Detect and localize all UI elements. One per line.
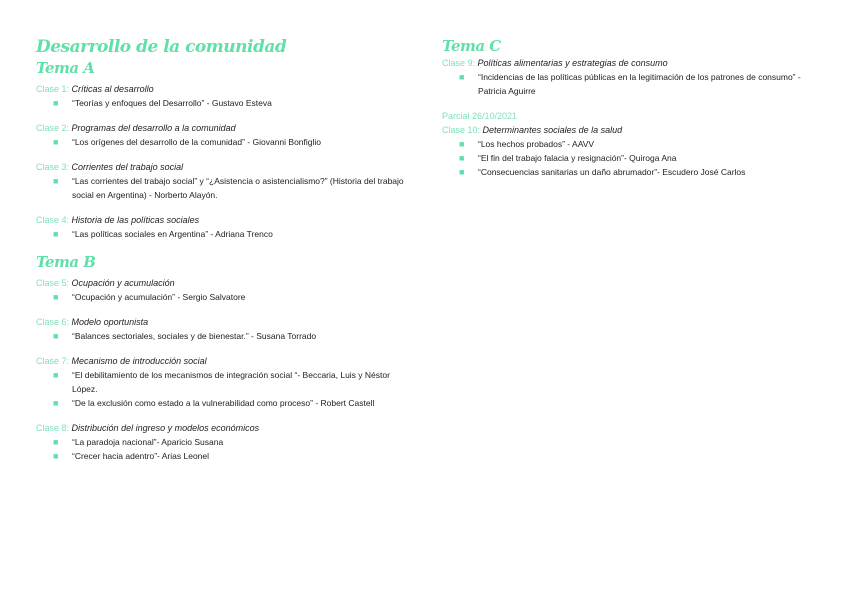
clase-number: Clase 4:: [36, 215, 70, 225]
clase-10-heading: [442, 123, 818, 137]
reading-item: ■ “Las corrientes del trabajo social” y “¿Asistencia o asistencialismo?” (Historia del trabajo social en Argentina) - Norberto Alayón.: [53, 176, 404, 200]
clase-number: Clase 7:: [36, 356, 70, 366]
clase-title: Programas del desarrollo a la comunidad: [71, 123, 236, 133]
reading-item: ■ “Los orígenes del desarrollo de la comunidad” - Giovanni Bonfiglio: [53, 137, 322, 147]
reading-list: [36, 329, 408, 343]
reading-list: [442, 137, 818, 179]
reading-item: ■ “Ocupación y acumulación” - Sergio Salvatore: [53, 292, 246, 302]
reading-list: [442, 70, 818, 98]
clase-8-heading: [36, 421, 408, 435]
clase-title: Críticas al desarrollo: [71, 84, 154, 94]
reading-item: ■ “Incidencias de las políticas públicas en la legitimación de los patrones de consumo” - Patricia Aguirre: [459, 72, 801, 96]
clase-number: Clase 10:: [442, 125, 481, 135]
clase-7-heading: [36, 354, 408, 368]
clase-title: Ocupación y acumulación: [71, 278, 175, 288]
clase-6-heading: [36, 315, 408, 329]
right-column: [442, 36, 818, 179]
clase-number: Clase 5:: [36, 278, 70, 288]
clase-2-heading: [36, 121, 408, 135]
bullet-icon: ■: [459, 139, 465, 149]
tema-a-heading: Tema A: [36, 59, 95, 77]
reading-item: ■ “Consecuencias sanitarias un daño abrumador”- Escudero José Carlos: [459, 167, 746, 177]
bullet-icon: ■: [53, 176, 59, 186]
clase-title: Modelo oportunista: [71, 317, 149, 327]
reading-item: ■ “La paradoja nacional”- Aparicio Susana: [53, 437, 224, 447]
clase-3-heading: [36, 160, 408, 174]
clase-number: Clase 9:: [442, 58, 476, 68]
reading-item: ■ “De la exclusión como estado a la vulnerabilidad como proceso” - Robert Castell: [53, 398, 375, 408]
reading-list: [36, 227, 408, 241]
bullet-icon: ■: [459, 167, 465, 177]
tema-c-heading: Tema C: [442, 37, 501, 55]
bullet-icon: ■: [53, 451, 59, 461]
bullet-icon: ■: [53, 229, 59, 239]
clase-4-heading: [36, 213, 408, 227]
left-column: [36, 36, 408, 463]
bullet-icon: ■: [459, 72, 465, 82]
clase-9-heading: [442, 56, 818, 70]
reading-item: ■ “El fin del trabajo falacia y resignación”- Quiroga Ana: [459, 153, 677, 163]
reading-list: [36, 96, 408, 110]
clase-title: Historia de las políticas sociales: [71, 215, 200, 225]
parcial-date: Parcial 26/10/2021: [442, 111, 518, 121]
clase-title: Distribución del ingreso y modelos económicos: [71, 423, 260, 433]
bullet-icon: ■: [53, 292, 59, 302]
reading-list: [36, 174, 408, 202]
clase-title: Políticas alimentarias y estrategias de consumo: [477, 58, 668, 68]
reading-list: [36, 290, 408, 304]
reading-item: ■ “Los hechos probados” - AAVV: [459, 139, 595, 149]
bullet-icon: ■: [53, 398, 59, 408]
reading-list: [36, 135, 408, 149]
bullet-icon: ■: [53, 331, 59, 341]
reading-list: [36, 435, 408, 463]
bullet-icon: ■: [53, 137, 59, 147]
clase-number: Clase 3:: [36, 162, 70, 172]
reading-item: ■ “Las políticas sociales en Argentina” - Adriana Trenco: [53, 229, 273, 239]
reading-item: ■ “Crecer hacia adentro”- Arias Leonel: [53, 451, 210, 461]
bullet-icon: ■: [53, 437, 59, 447]
bullet-icon: ■: [53, 370, 59, 380]
clase-1-heading: [36, 82, 408, 96]
clase-number: Clase 8:: [36, 423, 70, 433]
bullet-icon: ■: [459, 153, 465, 163]
reading-item: ■ “Teorías y enfoques del Desarrollo” - Gustavo Esteva: [53, 98, 272, 108]
clase-5-heading: [36, 276, 408, 290]
tema-b-heading: Tema B: [36, 253, 96, 271]
clase-title: Determinantes sociales de la salud: [482, 125, 623, 135]
page-title: Desarrollo de la comunidad: [36, 37, 287, 57]
clase-title: Mecanismo de introducción social: [71, 356, 207, 366]
clase-number: Clase 2:: [36, 123, 70, 133]
clase-number: Clase 1:: [36, 84, 70, 94]
clase-number: Clase 6:: [36, 317, 70, 327]
reading-list: [36, 368, 408, 410]
clase-title: Corrientes del trabajo social: [71, 162, 184, 172]
reading-item: ■ “Balances sectoriales, sociales y de bienestar.” - Susana Torrado: [53, 331, 317, 341]
reading-item: ■ “El debilitamiento de los mecanismos de integración social “- Beccaria, Luis y Néstor López.: [53, 370, 390, 394]
bullet-icon: ■: [53, 98, 59, 108]
